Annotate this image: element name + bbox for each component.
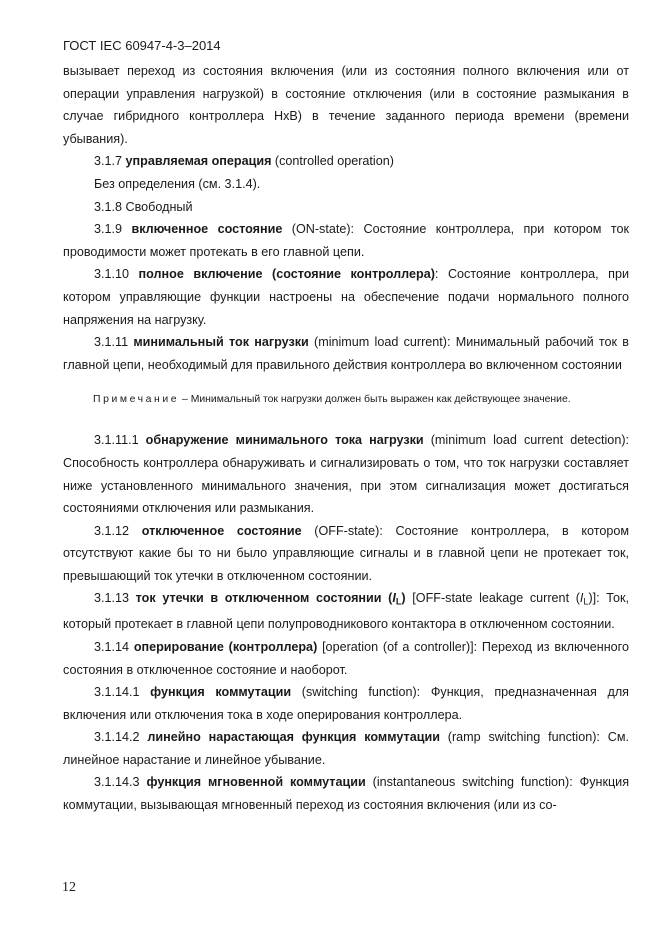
term: управляемая операция	[125, 154, 272, 169]
term: линейно нарастающая функция коммутации	[147, 730, 440, 745]
document-body	[63, 60, 629, 817]
paragraph-3-1-11-1	[63, 429, 629, 519]
definition: (ramp switching function): См. линейное нарастание и линейное убывание.	[63, 730, 630, 767]
definition: : Состояние контроллера, при котором управляющие функции настроены на обеспечение подачи нормального полного напряжения на нагрузку.	[63, 267, 630, 327]
term: минимальный ток нагрузки	[133, 335, 309, 350]
term: обнаружение минимального тока нагрузки	[145, 433, 424, 448]
clause-number: 3.1.11	[94, 335, 129, 350]
definition: (minimum load current): Минимальный рабочий ток в главной цепи, необходимый для правильного действия контроллера во включенном состоянии	[63, 335, 629, 372]
clause-number: 3.1.14.1	[94, 685, 140, 700]
clause-number: 3.1.13	[94, 591, 130, 606]
clause-number: 3.1.7	[94, 154, 123, 169]
term: полное включение (состояние контроллера)	[138, 267, 435, 282]
paragraph-3-1-14-1	[63, 681, 629, 726]
term	[136, 591, 406, 605]
term: включенное состояние	[131, 222, 283, 237]
term: оперирование (контроллера)	[133, 639, 318, 654]
paragraph-3-1-14-3	[63, 771, 629, 816]
definition: (ON-state): Состояние контроллера, при котором ток проводимости может протекать в его главной цепи.	[63, 222, 630, 259]
clause-number: 3.1.9	[94, 222, 123, 237]
paragraph-3-1-8: 3.1.8 Свободный	[94, 199, 193, 214]
clause-number: 3.1.14	[94, 639, 130, 654]
definition-part: [OFF-state leakage current (	[412, 591, 580, 606]
term: отключенное состояние	[141, 523, 302, 538]
clause-number: 3.1.11.1	[94, 433, 139, 448]
paragraph-3-1-14	[63, 636, 629, 681]
term: функция коммутации	[150, 685, 292, 700]
definition: (controlled operation)	[274, 154, 394, 169]
clause-number: 3.1.14.2	[94, 730, 140, 745]
paragraph-continuation: вызывает переход из состояния включения (или из состояния полного включения или от операции управления нагрузкой) в состояние отключения (или в состояние размыкания в случае гибридного контроллера НхВ) в течение заданного периода времени (времени убывания).	[63, 64, 629, 146]
symbol-subscript: L	[395, 596, 402, 607]
note-label: Примечание	[93, 394, 180, 406]
clause-number: 3.1.10	[94, 267, 130, 282]
definition: (OFF-state): Состояние контроллера, в котором отсутствуют какие бы то ни было управляющие сигналы и в главной цепи не протекает ток, превышающий ток утечки в отключенном состоянии.	[63, 523, 630, 583]
term: функция мгновенной коммутации	[146, 775, 366, 790]
paragraph-3-1-9	[63, 218, 629, 263]
symbol-subscript: L	[583, 596, 589, 607]
definition: (minimum load current detection): Способность контроллера обнаруживать и сигнализировать о том, что ток нагрузки составляет ниже установленного минимального значения, при этом сигнализация может достигаться состояниями отключения или размыкания.	[63, 433, 630, 516]
clause-number: 3.1.12	[94, 523, 130, 538]
paragraph-3-1-14-2	[63, 726, 629, 771]
term-close: )	[401, 591, 406, 606]
note	[63, 393, 629, 407]
paragraph-3-1-11	[63, 331, 629, 376]
paragraph-no-definition: Без определения (см. 3.1.4).	[94, 176, 261, 191]
document-header: ГОСТ IEC 60947-4-3–2014	[63, 38, 221, 53]
definition: [operation (of a controller)]: Переход из включенного состояния в отключенное состояние и наоборот.	[63, 639, 630, 677]
clause-number: 3.1.14.3	[94, 775, 140, 790]
definition: (switching function): Функция, предназначенная для включения или отключения тока в ходе оперирования контроллера.	[63, 685, 629, 722]
page-number: 12	[62, 880, 76, 895]
definition: )]: Ток, который протекает в главной цепи полупроводникового контактора в отключенном состоянии.	[63, 591, 630, 632]
term-text: ток утечки в отключенном состоянии (	[135, 591, 393, 606]
paragraph-3-1-7	[63, 150, 629, 173]
paragraph-3-1-10	[63, 263, 629, 331]
paragraph-3-1-13	[63, 587, 629, 635]
symbol: I	[392, 591, 396, 606]
symbol: I	[579, 591, 584, 606]
paragraph-3-1-12	[63, 520, 629, 588]
note-text: – Минимальный ток нагрузки должен быть выражен как действующее значение.	[182, 394, 571, 406]
definition: (instantaneous switching function): Функция коммутации, вызывающая мгновенный переход из состояния включения (или из со-	[63, 775, 630, 813]
